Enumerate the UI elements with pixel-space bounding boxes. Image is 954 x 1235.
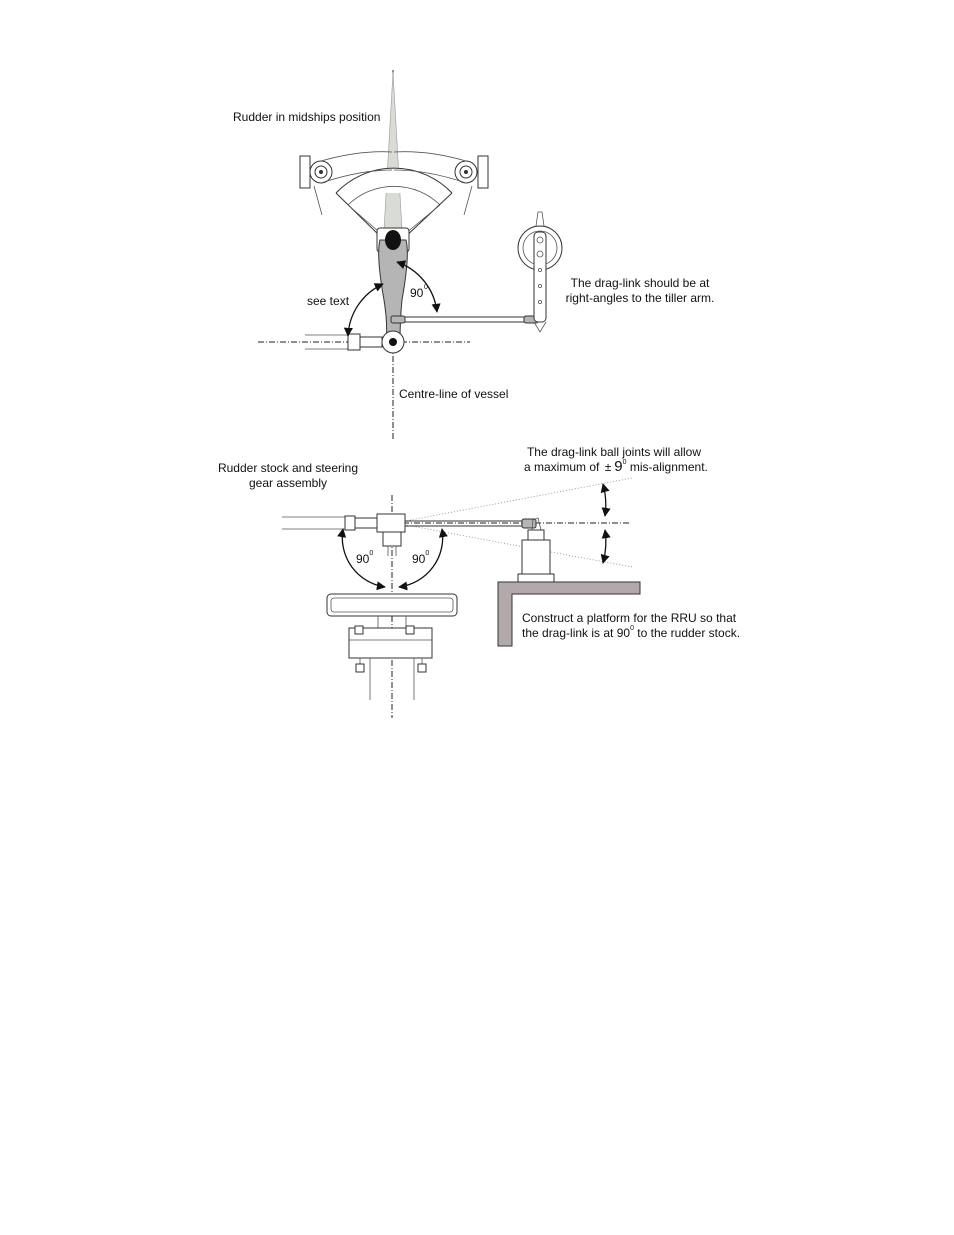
side-drag-link-joint	[522, 519, 536, 528]
quadrant-wheel	[327, 594, 457, 616]
quadrant-outer-arc	[336, 168, 452, 193]
rudder-reference-unit-top	[518, 212, 562, 332]
degree-mark: 0	[424, 284, 428, 291]
rudder-midships-label: Rudder in midships position	[233, 110, 381, 124]
see-text-arc	[348, 284, 383, 336]
centre-line-label: Centre-line of vessel	[399, 387, 509, 401]
right-ninety-label: $90^0$	[412, 550, 430, 566]
ball-joint-note-line2: a maximum of ± $9^0$ mis-alignment.	[524, 458, 708, 475]
top-view	[233, 70, 714, 440]
misalignment-upper-line	[395, 478, 632, 523]
drag-link-left-joint	[391, 316, 405, 323]
tiller-arm	[379, 240, 408, 342]
side-view	[218, 445, 740, 718]
misalignment-upper-arrow	[603, 484, 606, 516]
see-text-label: see text	[307, 294, 350, 308]
stock-collar	[383, 532, 401, 546]
draglink-note-line1: The drag-link should be at	[570, 276, 710, 290]
draglink-note-line2: right-angles to the tiller arm.	[565, 291, 715, 305]
ball-joint-note-line1: The drag-link ball joints will allow	[526, 445, 702, 459]
stock-assembly-line2: gear assembly	[248, 476, 328, 490]
misalignment-lower-line	[395, 523, 632, 567]
left-ninety-label: $90^0$	[356, 550, 374, 566]
ninety-degree-label: 90	[410, 286, 424, 300]
platform-note-line2: the drag-link is at $90^0$ to the rudder stock.	[522, 625, 741, 640]
misalignment-lower-arrow	[603, 530, 606, 563]
rudder-stock	[385, 230, 401, 250]
platform-note-line1: Construct a platform for the RRU so that	[522, 611, 737, 625]
rudder-wedge	[384, 72, 402, 230]
stock-assembly-line1: Rudder stock and steering	[217, 461, 359, 475]
